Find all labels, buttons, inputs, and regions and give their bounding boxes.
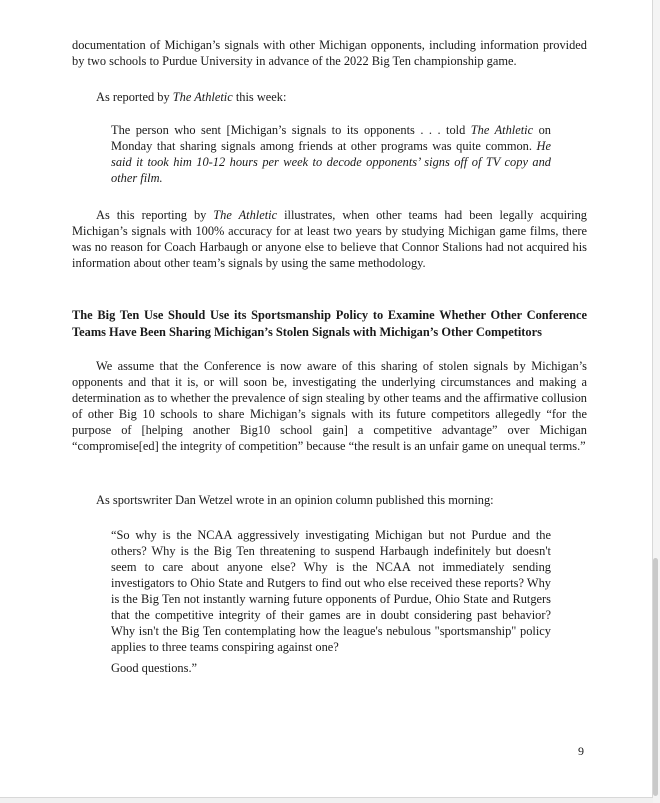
paragraph-intro-continued: documentation of Michigan’s signals with other Michigan opponents, including information provided by two schools to Purdue University in advance of the 2022 Big Ten championship game.	[72, 38, 587, 68]
paragraph-wetzel-lead: As sportswriter Dan Wetzel wrote in an opinion column published this morning:	[96, 493, 494, 507]
block-quote-athletic	[111, 122, 551, 186]
quote1-part2: on Monday that sharing signals among friends at other programs was quite common.	[111, 123, 551, 153]
paragraph-assume: We assume that the Conference is now aware of this sharing of stolen signals by Michigan’s opponents and that it is, or will soon be, investigating the underlying circumstances and making a determination as to whether the prevalence of sign stealing by other teams and the affirmative collusion of other Big 10 schools to share Michigan’s signals with its future competitors allegedly “for the purpose of [helping another Big10 school gain] a competitive advantage” over Michigan “compromise[ed] the integrity of competition” because “the result is an unfair game on unequal terms.”	[72, 359, 587, 453]
reported-lead-suffix: this week:	[232, 90, 287, 104]
illustrates-suffix: illustrates, when other teams had been legally acquiring Michigan’s signals with 100% accuracy for at least two years by studying Michigan game films, there was no reason for Coach Harbaugh or anyone else to believe that Connor Stalions had not acquired his information about other team’s signals by using the same methodology.	[72, 208, 588, 270]
reported-lead-prefix: As reported by	[96, 90, 173, 104]
quote1-source: The Athletic	[470, 123, 534, 137]
quote1-part1: The person who sent [Michigan’s signals to its opponents . . . told	[111, 123, 471, 137]
section-heading: The Big Ten Use Should Use its Sportsmanship Policy to Examine Whether Other Conference Teams Have Been Sharing Michigan’s Stolen Signals with Michigan’s Other Competitors	[72, 308, 587, 339]
scrollbar-thumb[interactable]	[653, 558, 658, 796]
reported-lead-source: The Athletic	[172, 90, 233, 104]
block-quote-wetzel: “So why is the NCAA aggressively investigating Michigan but not Purdue and the others? Why is the Big Ten threatening to suspend Harbaugh indefinitely but doesn't seem to care about anyone else? Why is the NCAA not immediately sending investigators to Ohio State and Rutgers to find out who else received these reports? Why is the Big Ten not instantly warning future opponents of Purdue, Ohio State and Rutgers that the competitive integrity of their games are in doubt considering past behavior? Why isn't the Big Ten contemplating how the league's nebulous "sportsmanship" policy applies to three teams conspiring against one?	[111, 528, 551, 654]
paragraph-illustrates	[72, 207, 587, 271]
quote1-italic: He said it took him 10-12 hours per week to decode opponents’ signs off of TV copy and other film.	[111, 139, 551, 185]
quote-closing: Good questions.”	[111, 661, 198, 675]
illustrates-source: The Athletic	[213, 208, 278, 222]
page-number: 9	[578, 744, 584, 758]
reported-lead-paragraph	[96, 89, 576, 105]
illustrates-prefix: As this reporting by	[96, 208, 214, 222]
